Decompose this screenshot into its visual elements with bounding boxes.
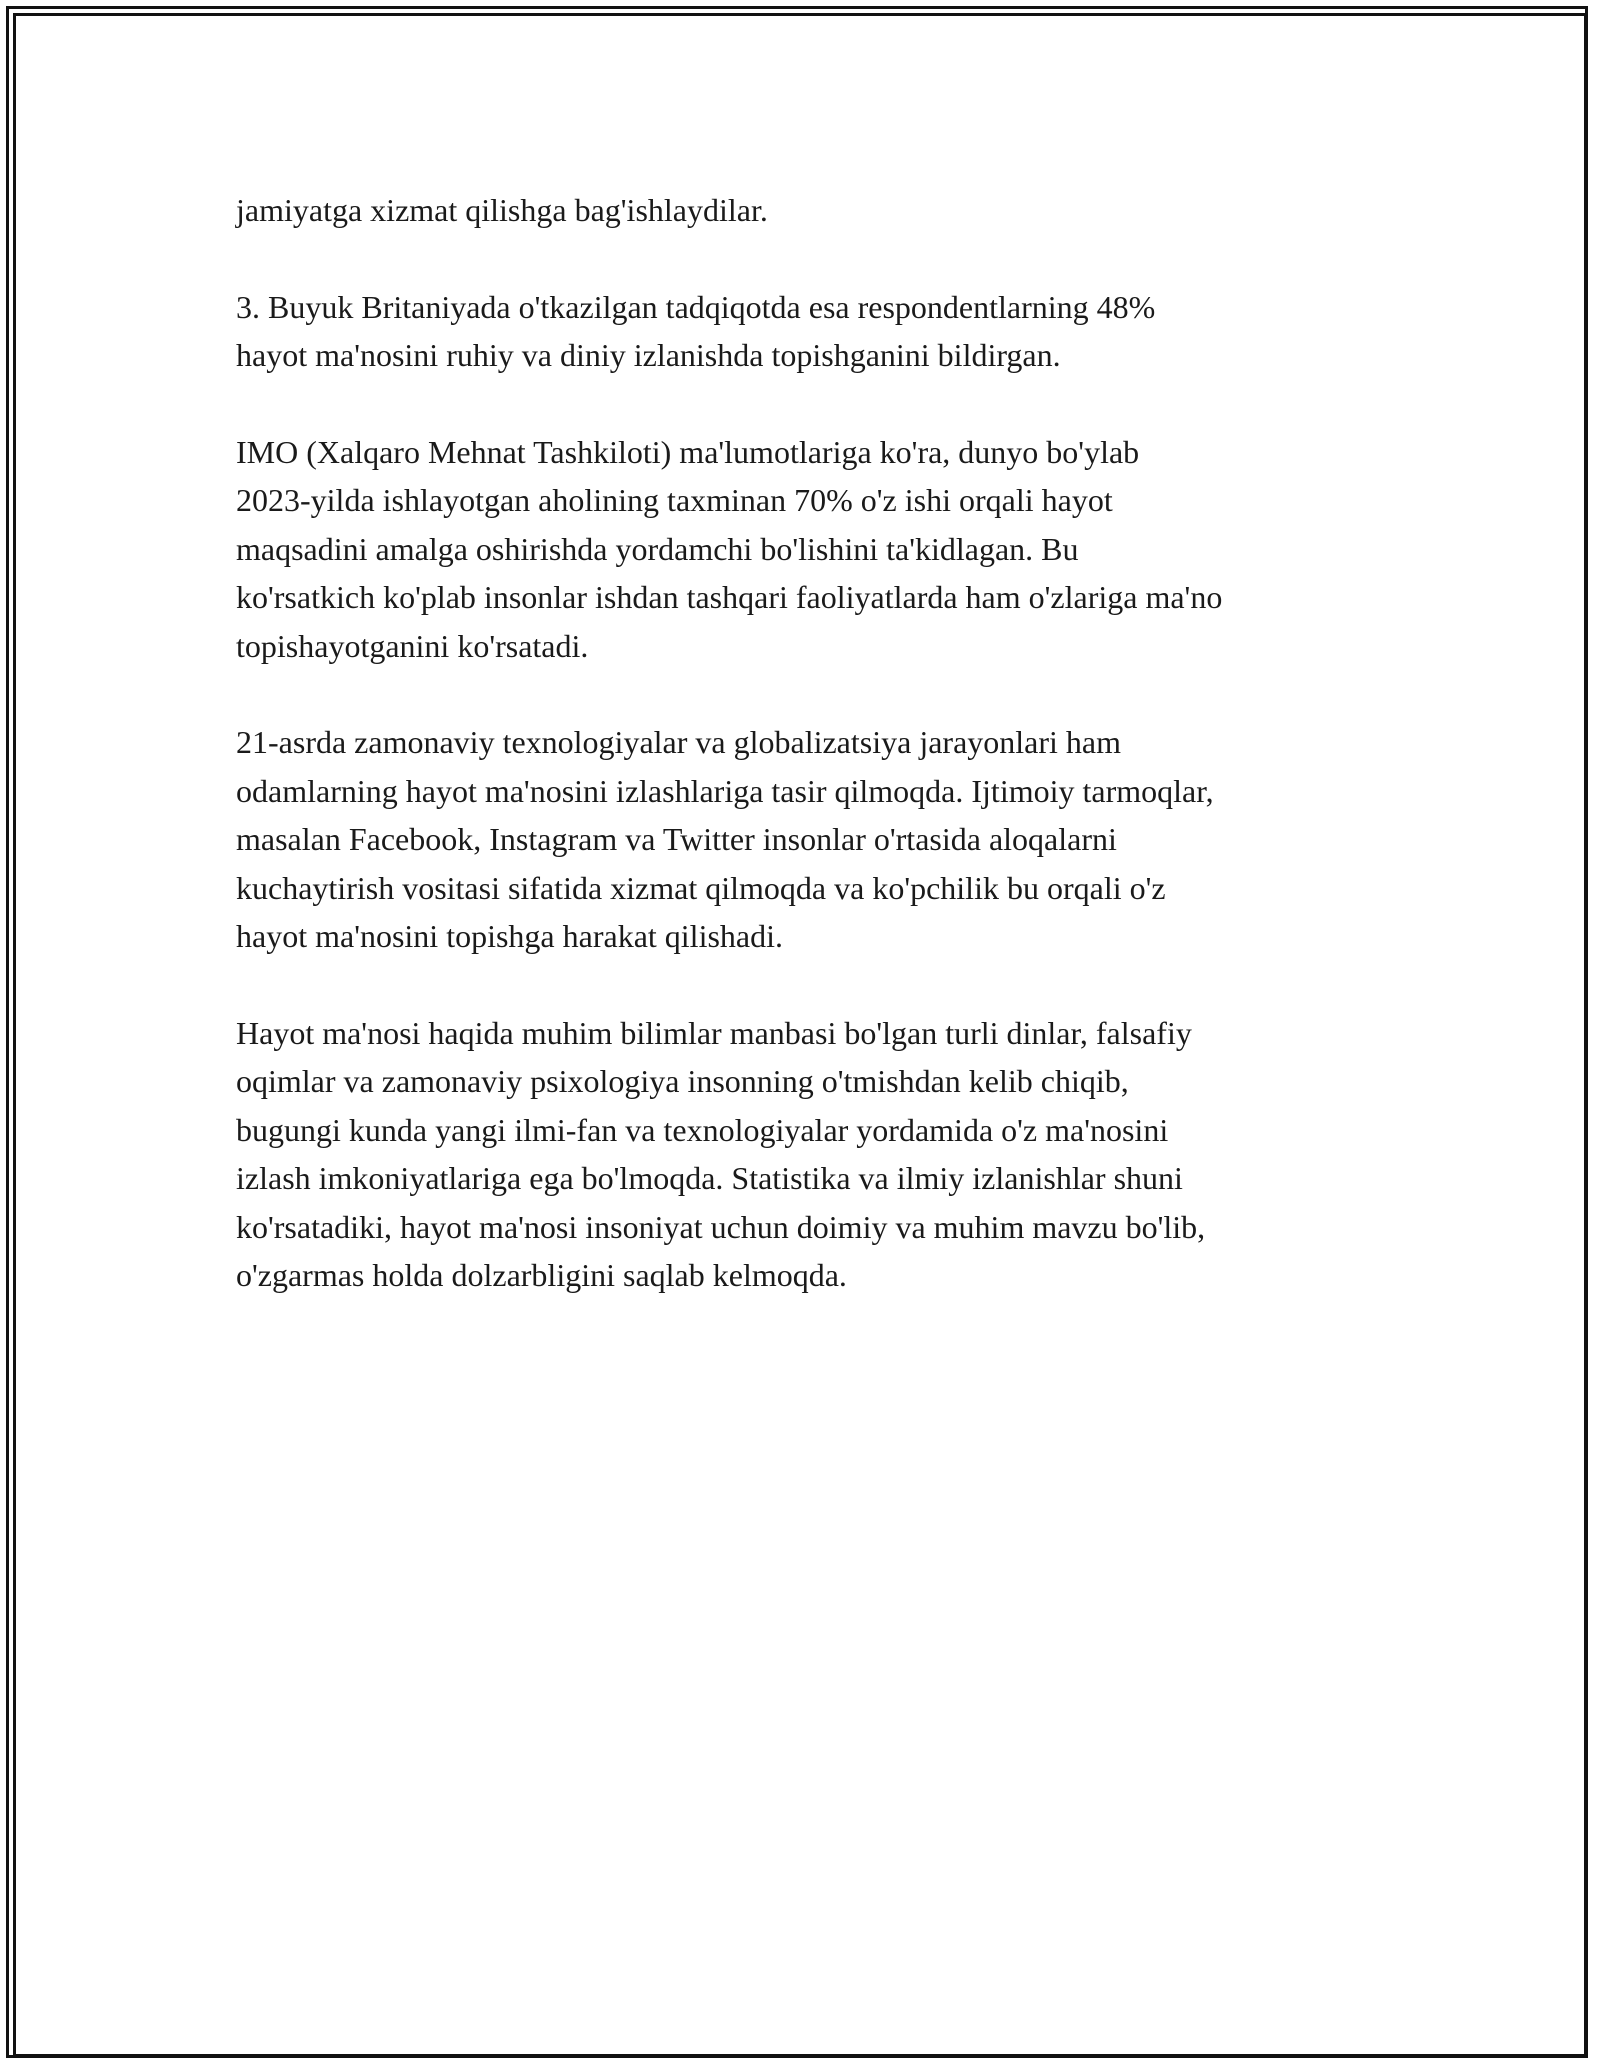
paragraph-imo-data: IMO (Xalqaro Mehnat Tashkiloti) ma'lumotlariga ko'ra, dunyo bo'ylab 2023-yilda ishlayotgan aholining taxminan 70% o'z ishi orqali hayot maqsadini amalga oshirishda yordamchi bo'lishini ta'kidlagan. Bu ko'rsatkich ko'plab insonlar ishdan tashqari faoliyatlarda ham o'zlariga ma'no topishayotganini ko'rsatadi. [236, 433, 1223, 664]
paragraph-continuation: jamiyatga xizmat qilishga bag'ishlaydilar. [236, 192, 768, 228]
paragraph-conclusion: Hayot ma'nosi haqida muhim bilimlar manbasi bo'lgan turli dinlar, falsafiy oqimlar va zamonaviy psixologiya insonning o'tmishdan kelib chiqib, bugungi kunda yangi ilmi-fan va texnologiyalar yordamida o'z ma'nosini izlash imkoniyatlariga ega bo'lmoqda. Statistika va ilmiy izlanishlar shuni ko'rsatadiki, hayot ma'nosi insoniyat uchun doimiy va muhim mavzu bo'lib, o'zgarmas holda dolzarbligini saqlab kelmoqda. [236, 1014, 1206, 1293]
paragraph-21st-century: 21-asrda zamonaviy texnologiyalar va globalizatsiya jarayonlari ham odamlarning hayot ma'nosini izlashlariga tasir qilmoqda. Ijtimoiy tarmoqlar, masalan Facebook, Instagram va Twitter insonlar o'rtasida aloqalarni kuchaytirish vositasi sifatida xizmat qilmoqda va ko'pchilik bu orqali o'z hayot ma'nosini topishga harakat qilishadi. [236, 724, 1214, 954]
document-body [236, 186, 1376, 1348]
paragraph-uk-study: 3. Buyuk Britaniyada o'tkazilgan tadqiqotda esa respondentlarning 48% hayot ma'nosini ruhiy va diniy izlanishda topishganini bildirgan. [236, 288, 1156, 373]
